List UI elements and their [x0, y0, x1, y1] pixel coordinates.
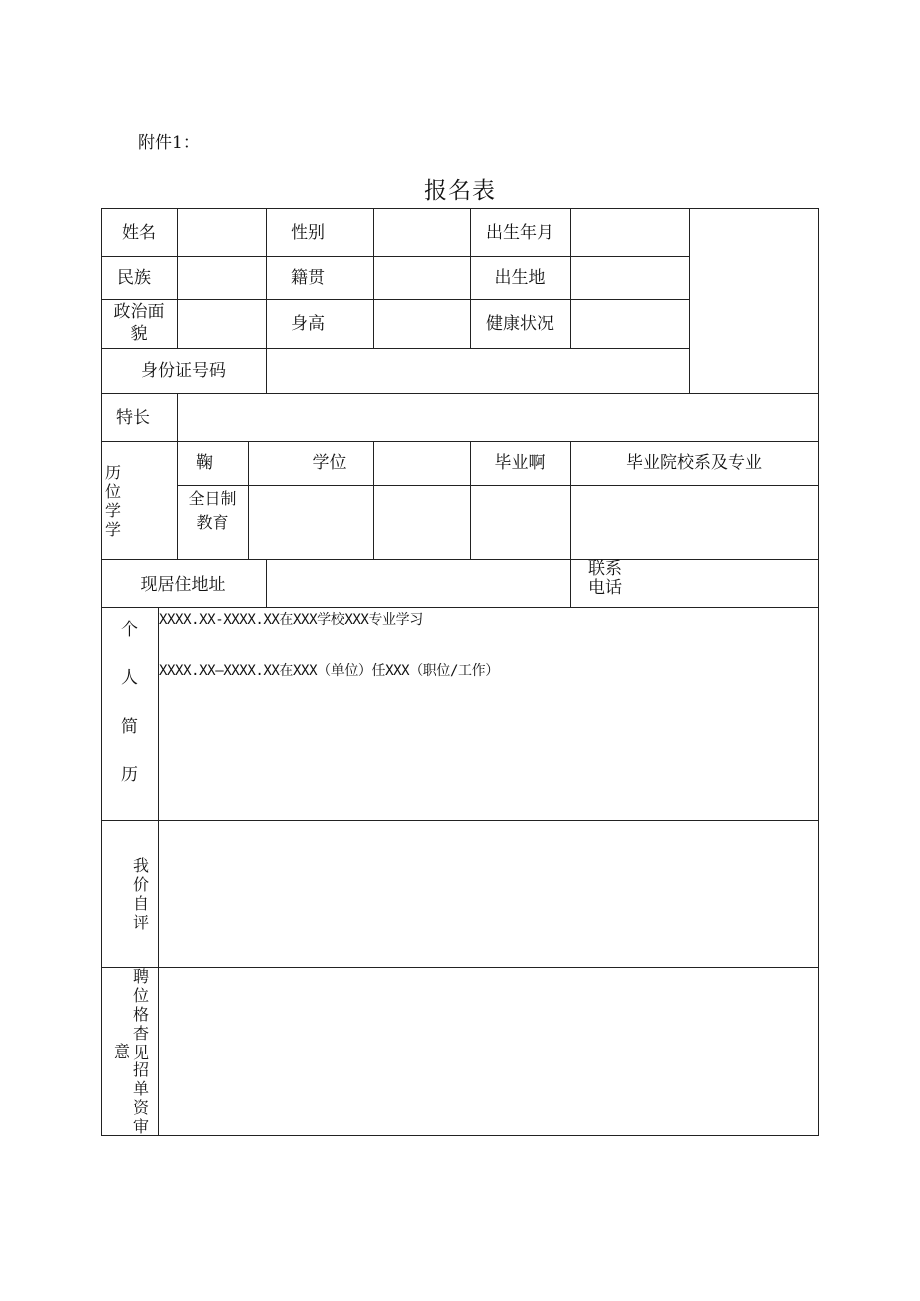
ethnicity-label: 民族 — [117, 268, 151, 288]
phone-label: 联系 — [588, 559, 622, 579]
native-place-label: 籍贯 — [291, 268, 325, 288]
degree-label: 学位 — [312, 453, 347, 473]
phone-label-line2: 电话 — [588, 578, 622, 598]
photo-box[interactable] — [690, 208, 818, 393]
resume-entry: XXXX.XX—XXXX.XX在XXX（单位）任XXX（职位/工作） — [159, 663, 499, 679]
table-border-right — [818, 208, 819, 1135]
resume-label-char4: 历 — [121, 765, 138, 785]
col-line — [570, 559, 571, 607]
edu-level-label: 鞠 — [196, 453, 213, 473]
fulltime-label: 全日制 — [188, 489, 237, 508]
row-line — [101, 256, 690, 257]
row-line — [101, 441, 819, 442]
fulltime-label-line2: 教育 — [196, 513, 229, 532]
height-label: 身高 — [291, 314, 325, 334]
birthplace-label: 出生地 — [494, 268, 546, 288]
graduation-label: 毕业啊 — [494, 453, 546, 473]
col-line — [177, 393, 178, 559]
birth-date-label: 出生年月 — [486, 223, 554, 243]
review-label-col2: 招单资审 — [132, 1060, 149, 1136]
table-border-bottom — [101, 1135, 819, 1136]
col-line — [373, 208, 374, 348]
col-line — [570, 208, 571, 348]
education-label: 历位学学 — [104, 463, 121, 539]
review-label-col1: 聘位格杳见 — [132, 967, 149, 1062]
specialty-label: 特长 — [116, 408, 150, 428]
row-line — [101, 299, 690, 300]
col-line — [177, 208, 178, 348]
col-line — [266, 559, 267, 607]
form-title: 报名表 — [424, 178, 496, 204]
gender-label: 性别 — [291, 223, 325, 243]
row-line — [101, 559, 819, 560]
political-status-label: 政治面 — [113, 302, 165, 322]
row-line — [101, 967, 819, 968]
resume-label-char3: 简 — [121, 717, 138, 737]
row-line — [177, 485, 819, 486]
name-label: 姓名 — [122, 223, 156, 243]
resume-entry: XXXX.XX-XXXX.XX在XXX学校XXX专业学习 — [159, 612, 423, 628]
attachment-label: 附件1： — [138, 133, 200, 153]
health-label: 健康状况 — [486, 314, 554, 334]
id-number-label: 身份证号码 — [141, 361, 226, 381]
review-label-left: 意 — [114, 1042, 131, 1061]
resume-label-char1: 个 — [121, 620, 138, 640]
row-line — [101, 820, 819, 821]
address-label: 现居住地址 — [140, 575, 226, 595]
resume-label-char2: 人 — [121, 668, 138, 688]
self-evaluation-label: 我价自评 — [132, 856, 149, 932]
row-line — [101, 393, 819, 394]
col-line — [158, 607, 159, 1135]
row-line — [101, 348, 690, 349]
school-major-label: 毕业院校系及专业 — [626, 453, 762, 473]
row-line — [101, 607, 819, 608]
political-status-label-line2: 貌 — [130, 324, 148, 344]
